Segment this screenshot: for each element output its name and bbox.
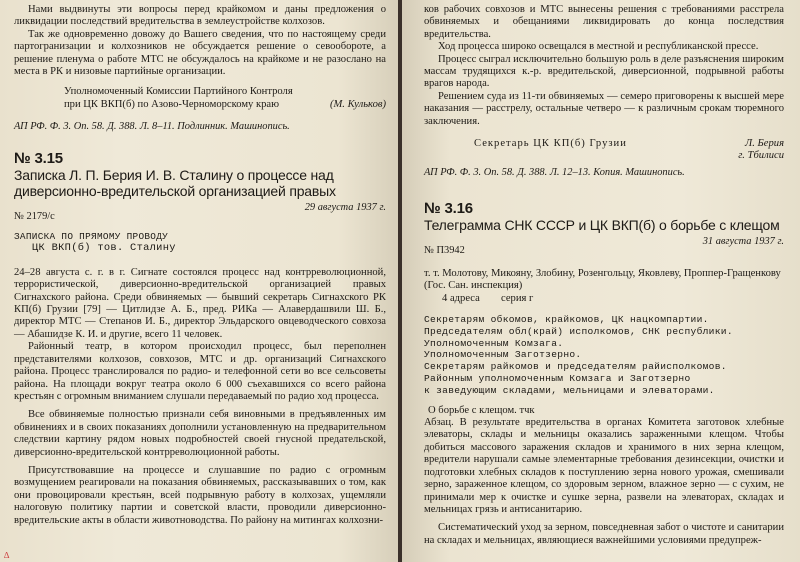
body-paragraph: Присутствовавшие на процессе и слушавшие по радио с огромным возмущением реагировали на показания обвиняемых, рассказывавших о том, как они провоцировали крестьян, всей подрывную работу в колхозах, ущемляли налоговую политику партии и советской власти, проводили диверсионно-вредительские акты в области животноводства. По району на митингах колхозни-	[14, 464, 386, 526]
signature-org: при ЦК ВКП(б) по Азово-Черноморскому краю	[64, 98, 280, 110]
signature-title: Секретарь ЦК КП(б) Грузии	[474, 138, 627, 150]
recipient-line: к заведующим складами, мельницами и элеваторами.	[424, 384, 715, 396]
document-header	[14, 231, 386, 255]
telegram-recipients	[424, 314, 784, 397]
document-date: 29 августа 1937 г.	[304, 202, 386, 214]
document-date: 31 августа 1937 г.	[702, 235, 784, 247]
document-title: Телеграмма СНК СССР и ЦК ВКП(б) о борьбе с клещом	[424, 216, 780, 233]
header-line: ЗАПИСКА ПО ПРЯМОМУ ПРОВОДУ	[14, 231, 169, 243]
body-paragraph: Районный театр, в котором происходил процесс, был переполнен представителями колхозов, совхозов, МТС и др. организаций Сигнахского района. Процесс транслировался по радио- и телефонной сети во все сельсоветы района. На площади вокруг театра около 6 000 съехавшихся со всего района крестьян с огромным вниманием слушали передаваемый по радио ход процесса.	[14, 341, 386, 402]
telegram-subject: О борьбе с клещом. тчк	[428, 404, 535, 416]
body-paragraph: Все обвиняемые полностью признали себя виновными в предъявленных им обвинениях и в своих показаниях дополнили установленную на предварительном следствии картину рядом новых подробностей своей гнусной предательской, диверсионно-вредительской контрреволюционной работы.	[14, 409, 386, 458]
signature-line	[474, 138, 784, 150]
body-paragraph: Абзац. В результате вредительства в органах Комитета заготовок хлебные элеваторы, склады и мельницы оказались зараженными клещом. Чтобы добиться массового заражения складов и хранимого в них зерна клещом, вредители нарушали самые элементарные требования дезинсекции, очистки и подготовки хлебных складов к поступлению зерна нового урожая, смешивали зерно, зараженное клещом, со здоровым зерном, влажное зерно — с сухим, не принимали мер к очистке и сушке зерна, развели на элеваторах, складах и мельницах грязь и антисанитарию.	[424, 417, 784, 515]
recipient-line: Уполномоченным Заготзерно.	[424, 349, 582, 361]
signature-title-line: Уполномоченный Комиссии Партийного Контроля	[64, 86, 293, 98]
body-paragraph: Ход процесса широко освещался в местной и республиканской прессе.	[438, 41, 759, 53]
document-ref: № П3942	[424, 244, 465, 256]
recipient-line: Председателям обл(край) исполкомов, СНК республики.	[424, 325, 733, 337]
signature-name: (М. Кульков)	[329, 98, 386, 110]
body-paragraph: ков рабочих совхозов и МТС вынесены решения с требованиями расстрела обвиняемых и обещаниями ликвидировать до конца последствия вредительства.	[424, 4, 784, 40]
intro-paragraph: Нами выдвинуты эти вопросы перед крайкомом и даны предложения о ликвидации последствий вредительства в землеустройстве колхозов.	[14, 4, 386, 28]
intro-paragraph: Так же одновременно довожу до Вашего сведения, что по настоящему среди партогранизации и колхозников не обсуждается решение о севооборотe, а решение пленума о работе МТС не обсуждалось на крайкоме и не разослано на места в РК и низовые партийные организации.	[14, 28, 386, 78]
header-line: ЦК ВКП(б) тов. Сталину	[32, 242, 176, 255]
series-line: 4 адреса серия г	[442, 292, 534, 304]
recipient-line: Секретарям райкомов и председателям райисполкомов.	[424, 361, 727, 373]
addressees: т. т. Молотову, Микояну, Злобину, Розенгольцу, Яковлеву, Проппер-Гращенкову (Гос. Сан. инспекция)	[424, 267, 781, 292]
recipient-line: Секретарям обкомов, крайкомов, ЦК нацкомпартии.	[424, 314, 709, 326]
document-ref: № 2179/с	[14, 211, 55, 223]
signature-title-line	[64, 99, 386, 111]
right-page	[402, 0, 800, 562]
signature-place: г. Тбилиси	[738, 150, 784, 162]
document-title: Записка Л. П. Берия И. В. Сталину о процессе над диверсионно-вредительской организацией правых	[14, 167, 336, 200]
left-page	[0, 0, 398, 562]
document-number: № 3.15	[14, 150, 63, 168]
body-paragraph: Процесс сыграл исключительно большую роль в деле разъяснения широким массам трудящихся к.-р. вредительской, диверсионной, подрывной работы врагов народа.	[424, 53, 785, 90]
body-paragraph: Систематический уход за зерном, повседневная забот о чистоте и санитарии на складах и мельницах, являющиеся важнейшими условиями предупреж-	[424, 522, 784, 546]
body-paragraph: Решением суда из 11-ти обвиняемых — семеро приговорены к высшей мере наказания — расстрелу, остальные четверо — к различным срокам тюремного заключения.	[424, 90, 784, 127]
archive-source: АП РФ. Ф. 3. Оп. 58. Д. 388. Л. 8–11. Подлинник. Машинопись.	[14, 121, 290, 133]
signature-block	[14, 86, 386, 111]
signature-block	[424, 138, 784, 163]
recipient-line: Районным уполномоченным Комзага и Заготзерно	[424, 373, 691, 385]
body-paragraph: 24–28 августа с. г. в г. Сигнате состоялся процесс над контрреволюционной, террористической, диверсионно-вредительской организацией правых Сигнахского района. Среди обвиняемых — бывший секретарь Сигнахского РК КП(б) Грузии [79] — Цитлидзе А. Б., пред. РИКа — Алавердашвили Ш. Б., директор МТС — Степанов И. Б., директор Эльдарского овцеводческого совхоза — Абашидзе К. И. и другие, всего 11 человек.	[14, 266, 386, 340]
recipient-line: Уполномоченным Комзага.	[424, 337, 564, 349]
document-number: № 3.16	[424, 199, 473, 217]
archive-source: АП РФ. Ф. 3. Оп. 58. Д. 388. Л. 12–13. Копия. Машинопись.	[424, 166, 685, 178]
signature-name: Л. Берия	[745, 138, 784, 150]
corner-mark: ∆	[4, 550, 10, 560]
